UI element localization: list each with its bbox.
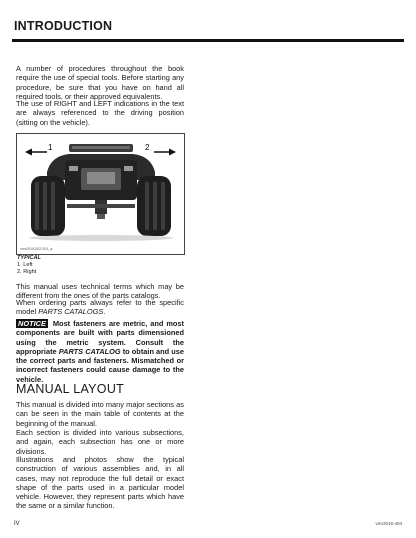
atv-rear-view-figure xyxy=(16,133,185,255)
ordering-paragraph: When ordering parts always refer to the specific model PARTS CATALOGS. xyxy=(16,298,184,317)
caption-title: TYPICAL xyxy=(17,255,41,261)
parts-catalogs-emph: PARTS CATALOGS xyxy=(38,307,104,317)
figure-caption xyxy=(17,255,41,276)
layout-paragraph-illustrations: Illustrations and photos show the typical construction of various assemblies and, in all cases, may not reproduce the full detail or exact shape of the parts used in a particular model vehicle. However, they represent parts which have the same or a similar function. xyxy=(16,455,184,511)
header-rule xyxy=(12,39,404,42)
caption-item-right: 2. Right xyxy=(17,269,37,275)
page-title: INTRODUCTION xyxy=(14,19,113,33)
intro-paragraph-tools: A number of procedures throughout the book require the use of special tools. Before starting any procedure, be sure that you have on hand all required tools, or their approved equivalents. xyxy=(16,64,184,101)
left-arrow-head xyxy=(25,149,32,156)
right-arrow-head xyxy=(169,149,176,156)
notice-badge: NOTICE xyxy=(18,319,46,328)
figure-code: vmr2010-002-001_a xyxy=(20,247,53,251)
caption-item-left: 1. Left xyxy=(17,262,33,268)
parts-catalog-emph: PARTS CATALOG xyxy=(58,346,121,356)
layout-paragraph-sections: This manual is divided into many major sections as can be seen in the main table of contents at the beginning of the manual. xyxy=(16,400,184,428)
layout-paragraph-subsections: Each section is divided into various subsections, and again, each subsection has one or more divisions. xyxy=(16,428,184,456)
terms-paragraph: This manual uses technical terms which may be different from the ones of the parts catalogs. xyxy=(16,282,184,301)
page-number: IV xyxy=(14,521,20,527)
notice-block: NOTICE Most fasteners are metric, and most components are built with parts dimensioned using the metric system. Consult the appropriate PARTS CATALOG to obtain and use the correct parts and fasteners. Mismatched or incorrect fasteners could cause damage to the vehicle. xyxy=(16,319,184,384)
intro-paragraph-orientation: The use of RIGHT and LEFT indications in the text are always referenced to the driving position (sitting on the vehicle). xyxy=(16,99,184,127)
section-title-manual-layout: MANUAL LAYOUT xyxy=(16,382,125,396)
atv-illustration xyxy=(17,134,184,254)
figure-label-1: 1 xyxy=(48,143,53,152)
figure-label-2: 2 xyxy=(145,143,150,152)
document-code: vmr2016-404 xyxy=(375,521,402,526)
